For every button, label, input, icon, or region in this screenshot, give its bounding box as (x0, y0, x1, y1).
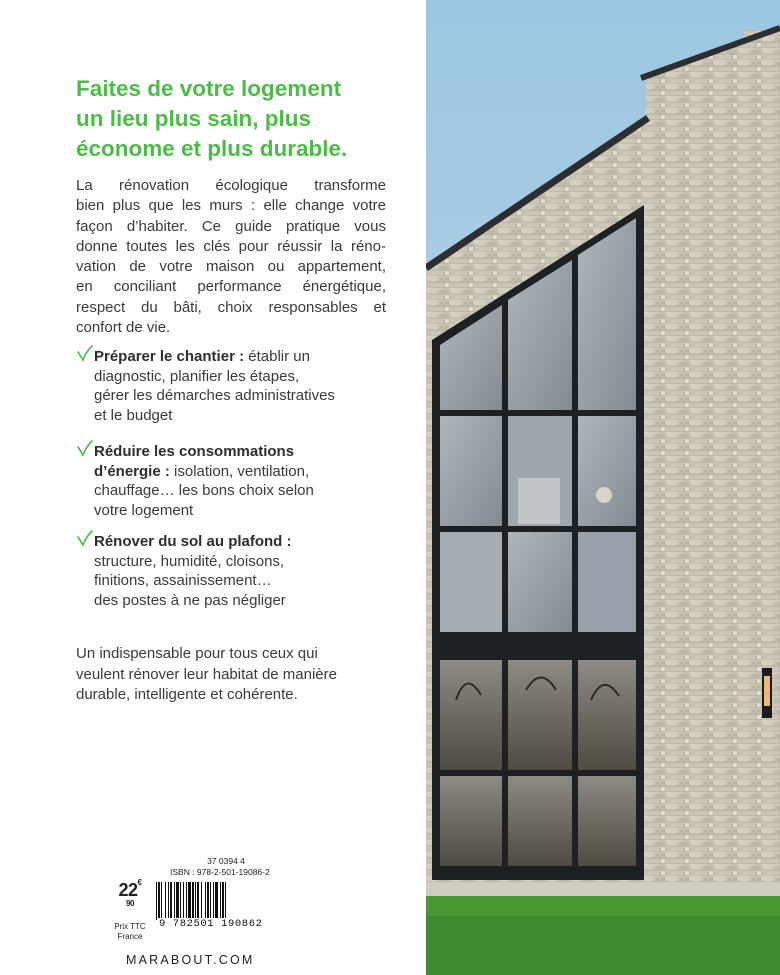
outro-line: Un indispensable pour tous ceux qui (76, 645, 318, 662)
bullet-line: et le budget (94, 406, 173, 424)
intro-line: donne toutes les clés pour réussir la réno- (76, 237, 386, 255)
intro-paragraph (76, 176, 386, 338)
house-photo (426, 0, 780, 975)
isbn-block (170, 856, 282, 877)
checkmark-icon (76, 344, 94, 364)
barcode-bar (186, 882, 187, 920)
bullet-title: Réduire les consommations (94, 443, 295, 460)
bullet-text: isolation, ventilation, (169, 462, 310, 480)
barcode-bar (156, 882, 157, 920)
bullet-line: chauffage… les bons choix selon (94, 482, 314, 499)
barcode-bar (215, 882, 218, 920)
barcode-bar (195, 882, 196, 920)
headline-line: un lieu plus sain, plus (76, 106, 312, 131)
barcode-bar (183, 882, 184, 920)
barcode-digits: 9 782501 190862 (157, 918, 279, 930)
barcode-bar (197, 882, 199, 920)
bullet-second-line (76, 462, 406, 482)
barcode-bar (170, 882, 172, 920)
bullet-line: diagnostic, planifier les étapes, (94, 367, 300, 385)
barcode-bar (220, 882, 221, 920)
bullet-line: votre logement (94, 501, 194, 519)
bullet-line: gérer les démarches administratives (94, 387, 335, 404)
price-block (108, 880, 152, 942)
barcode-bar (168, 882, 169, 920)
headline-line: Faites de votre logement (76, 76, 342, 101)
barcode-bar (213, 882, 214, 920)
barcode-bar (180, 882, 181, 920)
barcode-bar (201, 882, 202, 920)
bullet-first-line (76, 532, 406, 552)
headline-line: économe et plus durable. (76, 136, 348, 161)
outro-line: durable, intelligente et cohérente. (76, 686, 298, 703)
barcode-bar (188, 882, 191, 920)
barcode-bar (165, 882, 166, 920)
bullet-prepare-site (76, 347, 406, 425)
checkmark-icon (76, 529, 94, 549)
isbn-label: ISBN : 978-2-501-19086-2 (170, 866, 270, 877)
checkmark-icon (76, 439, 94, 459)
intro-line: La rénovation écologique transforme (76, 177, 386, 194)
house-photo-illustration (426, 0, 780, 975)
price-euros: 22 (118, 880, 138, 900)
bullet-line: structure, humidité, cloisons, (94, 552, 285, 570)
price-currency: € (137, 878, 142, 887)
publisher-name: MARABOUT.COM (126, 953, 255, 967)
price-note: Prix TTC (114, 922, 146, 931)
barcode-bar (176, 882, 179, 920)
product-code: 37 0394 4 (207, 856, 245, 866)
intro-line: bien plus que les murs : elle change votre (76, 197, 386, 215)
barcode-bar (225, 882, 226, 920)
barcode-bar (207, 882, 209, 920)
intro-line: respect du bâti, choix responsables et (76, 298, 386, 316)
closing-paragraph (76, 644, 386, 706)
barcode-bar (210, 882, 211, 920)
price-amount (108, 880, 152, 922)
bullet-title: Rénover du sol au plafond : (94, 533, 292, 550)
bullet-renovate-floor-ceiling (76, 532, 406, 610)
bullet-line: des postes à ne pas négliger (94, 591, 286, 609)
barcode-bar (158, 882, 160, 920)
intro-line: vation de votre maison ou appartement, (76, 258, 386, 276)
bullet-first-line (76, 347, 406, 367)
barcode-bar (222, 882, 224, 920)
intro-line: confort de vie. (76, 319, 171, 337)
outro-line: veulent rénover leur habitat de manière (76, 665, 337, 683)
barcode-bar (192, 882, 194, 920)
bullet-title: Préparer le chantier : (94, 348, 245, 365)
price-country: France (117, 932, 143, 941)
intro-line: en conciliant performance énergétique, (76, 278, 386, 296)
headline (76, 74, 416, 164)
bullet-reduce-energy (76, 442, 406, 520)
price-cents-value: 90 (126, 899, 134, 908)
barcode-bar (205, 882, 206, 920)
intro-line: façon d’habiter. Ce guide pratique vous (76, 217, 386, 235)
bullet-first-line (76, 442, 406, 462)
bullet-line: finitions, assainissement… (94, 572, 272, 589)
bullet-text: établir un (244, 348, 310, 365)
bullet-title-cont: d’énergie : (94, 462, 170, 480)
barcode-bar (161, 882, 162, 920)
barcode-bar (174, 882, 175, 920)
